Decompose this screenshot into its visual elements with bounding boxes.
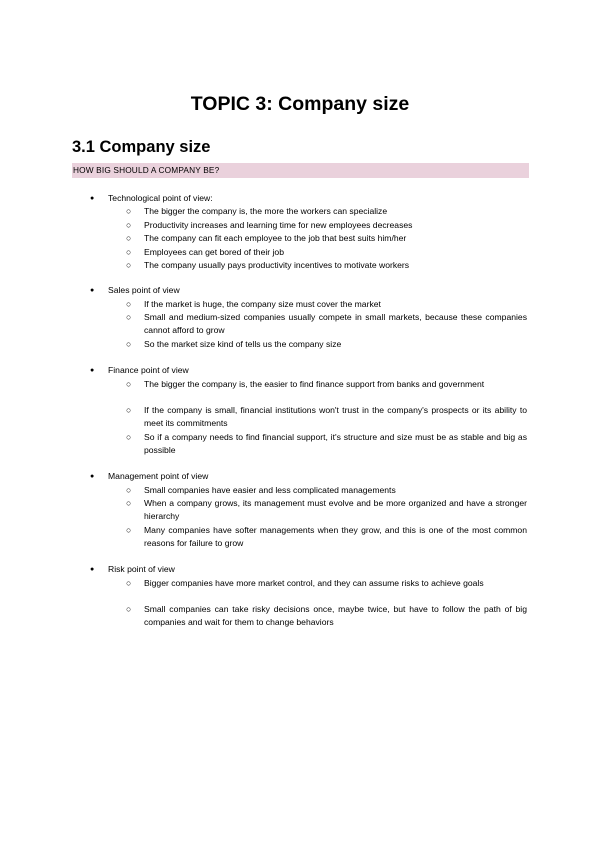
list-item: ○ Many companies have softer managements when they grow, and this is one of the most common reasons for failure to grow	[126, 524, 527, 548]
circle-bullet-icon: ○	[126, 312, 132, 322]
section-item	[90, 364, 189, 377]
circle-bullet-icon: ○	[126, 378, 132, 389]
bullet-icon: ●	[90, 473, 95, 480]
section-item	[90, 563, 175, 576]
list-item: ○ The bigger the company is, the easier to find finance support from banks and government	[144, 378, 527, 391]
circle-bullet-icon: ○	[126, 524, 132, 535]
list-item: ○ The bigger the company is, the more the workers can specialize	[144, 205, 527, 218]
section-item-label: Management point of view	[108, 471, 209, 481]
circle-bullet-icon: ○	[126, 233, 132, 243]
circle-bullet-icon: ○	[126, 498, 132, 508]
list-item: ○ Productivity increases and learning time for new employees decreases	[144, 219, 527, 232]
question-banner: HOW BIG SHOULD A COMPANY BE?	[72, 163, 529, 178]
circle-bullet-icon: ○	[126, 405, 132, 415]
section-heading: 3.1 Company size	[72, 138, 211, 156]
section-item-label: Sales point of view	[108, 285, 180, 295]
circle-bullet-icon: ○	[126, 577, 132, 588]
section-item	[90, 470, 209, 483]
circle-bullet-icon: ○	[126, 604, 132, 614]
list-item: ○ So the market size kind of tells us the company size	[144, 338, 527, 351]
list-item: ○ The company can fit each employee to the job that best suits him/her	[144, 232, 527, 245]
list-item: ○ Small companies can take risky decisions once, maybe twice, but have to follow the path of big companies and wait for them to change behaviors	[126, 604, 527, 628]
list-item: ○ Employees can get bored of their job	[144, 246, 527, 259]
list-item: ○ Small companies have easier and less complicated managements	[144, 484, 527, 497]
circle-bullet-icon: ○	[126, 484, 132, 495]
section-item	[90, 192, 213, 205]
list-item: ○ If the company is small, financial institutions won't trust in the company's prospects or its ability to meet its commitments	[126, 405, 527, 429]
section-item-label: Finance point of view	[108, 365, 189, 375]
list-item: ○ So if a company needs to find financial support, it's structure and size must be as stable and big as possible	[126, 431, 527, 455]
circle-bullet-icon: ○	[126, 431, 132, 442]
circle-bullet-icon: ○	[126, 206, 132, 216]
circle-bullet-icon: ○	[126, 260, 132, 270]
bullet-icon: ●	[90, 287, 95, 294]
circle-bullet-icon: ○	[126, 338, 132, 349]
list-item: ○ The company usually pays productivity incentives to motivate workers	[144, 259, 527, 272]
list-item: ○ Small and medium-sized companies usually compete in small markets, because these companies cannot afford to grow	[126, 312, 527, 336]
circle-bullet-icon: ○	[126, 246, 132, 257]
bullet-icon: ●	[90, 566, 95, 573]
page-title: TOPIC 3: Company size	[190, 93, 410, 115]
list-item: ○ Bigger companies have more market control, and they can assume risks to achieve goals	[144, 577, 527, 590]
bullet-icon: ●	[90, 195, 95, 202]
circle-bullet-icon: ○	[126, 219, 132, 230]
list-item: ○ If the market is huge, the company size must cover the market	[144, 298, 527, 311]
bullet-icon: ●	[90, 367, 95, 374]
list-item: ○ When a company grows, its management must evolve and be more organized and have a stronger hierarchy	[126, 498, 527, 522]
section-item-label: Risk point of view	[108, 564, 175, 574]
circle-bullet-icon: ○	[126, 298, 132, 309]
section-item	[90, 284, 180, 297]
section-item-label: Technological point of view:	[108, 193, 213, 203]
